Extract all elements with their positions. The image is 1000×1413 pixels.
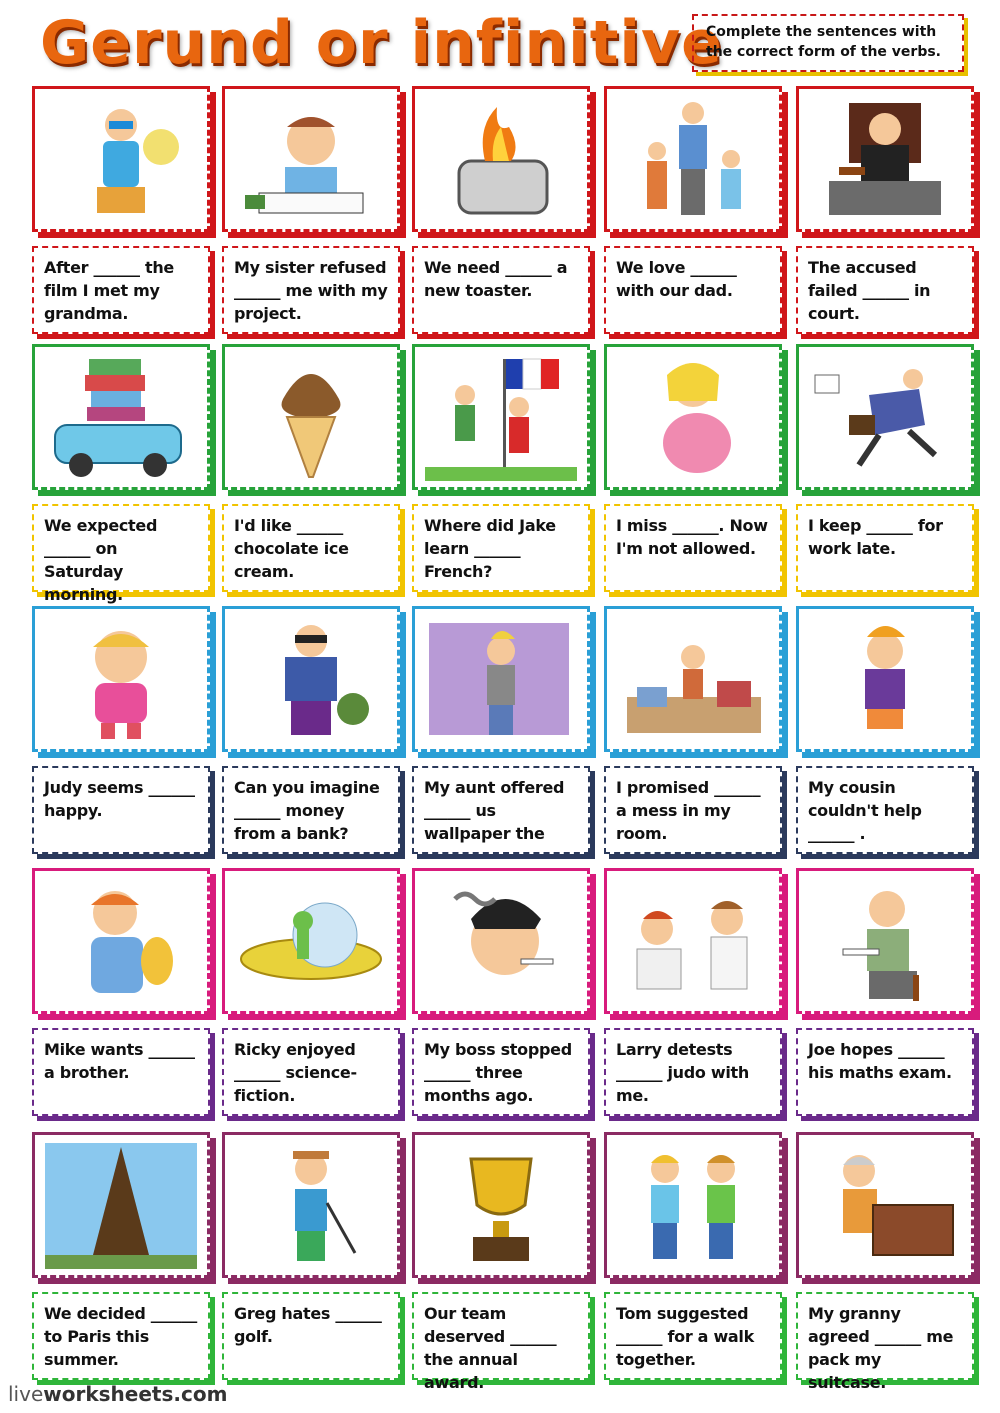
sentence-text: I'd like ______ chocolate ice cream. bbox=[222, 504, 400, 592]
illustration-frame bbox=[222, 868, 400, 1014]
illustration-frame bbox=[796, 868, 974, 1014]
running-late-man-icon bbox=[809, 355, 961, 481]
smoking-man-icon bbox=[425, 879, 577, 1005]
kids-walking-icon bbox=[617, 1143, 769, 1269]
illustration-frame bbox=[796, 86, 974, 232]
sentence-text: My cousin couldn't help ______ . bbox=[796, 766, 974, 854]
worksheet-title: Gerund or infinitive bbox=[40, 8, 723, 78]
instructions-box: Complete the sentences with the correct form of the verbs. bbox=[692, 14, 964, 72]
illustration-frame bbox=[412, 1132, 590, 1278]
sentence-text: Greg hates ______ golf. bbox=[222, 1292, 400, 1380]
sentence-text: Joe hopes ______ his maths exam. bbox=[796, 1028, 974, 1116]
sentence-text: I promised ______ a mess in my room. bbox=[604, 766, 782, 854]
burning-toaster-icon bbox=[425, 97, 577, 223]
chocolate-ice-cream-icon bbox=[235, 355, 387, 481]
sentence-text: My aunt offered ______ us wallpaper the bbox=[412, 766, 590, 854]
illustration-frame bbox=[32, 86, 210, 232]
sentence-text: We expected ______ on Saturday morning. bbox=[32, 504, 210, 592]
granny-packing-suitcase-icon bbox=[809, 1143, 961, 1269]
sentence-text: The accused failed ______ in court. bbox=[796, 246, 974, 334]
illustration-frame bbox=[796, 344, 974, 490]
boy-doing-homework-icon bbox=[235, 97, 387, 223]
happy-girl-icon bbox=[45, 617, 197, 743]
sentence-text: After ______ the film I met my grandma. bbox=[32, 246, 210, 334]
site-watermark bbox=[8, 1382, 227, 1406]
father-with-children-icon bbox=[617, 97, 769, 223]
eiffel-tower-icon bbox=[45, 1143, 197, 1269]
illustration-frame bbox=[222, 86, 400, 232]
sentence-text: My boss stopped ______ three months ago. bbox=[412, 1028, 590, 1116]
laughing-boy-icon bbox=[809, 617, 961, 743]
sentence-text: I miss ______. Now I'm not allowed. bbox=[604, 504, 782, 592]
moviegoer-3d-glasses-icon bbox=[45, 97, 197, 223]
sentence-text: Larry detests ______ judo with me. bbox=[604, 1028, 782, 1116]
illustration-frame bbox=[796, 606, 974, 752]
student-writing-icon bbox=[809, 879, 961, 1005]
illustration-frame bbox=[32, 606, 210, 752]
french-flag-couple-icon bbox=[425, 355, 577, 481]
illustration-frame bbox=[796, 1132, 974, 1278]
wallpapering-man-icon bbox=[425, 617, 577, 743]
sad-boy-icon bbox=[45, 879, 197, 1005]
illustration-frame bbox=[412, 606, 590, 752]
sentence-text: Ricky enjoyed ______ science-fiction. bbox=[222, 1028, 400, 1116]
sentence-text: Can you imagine ______ money from a bank? bbox=[222, 766, 400, 854]
illustration-frame bbox=[412, 868, 590, 1014]
illustration-frame bbox=[604, 344, 782, 490]
car-with-luggage-icon bbox=[45, 355, 197, 481]
messy-room-icon bbox=[617, 617, 769, 743]
illustration-frame bbox=[222, 606, 400, 752]
illustration-frame bbox=[604, 868, 782, 1014]
illustration-frame bbox=[222, 1132, 400, 1278]
sentence-text: Where did Jake learn ______ French? bbox=[412, 504, 590, 592]
sentence-text: We decided ______ to Paris this summer. bbox=[32, 1292, 210, 1380]
trophy-icon bbox=[425, 1143, 577, 1269]
sentence-text: My sister refused ______ me with my project. bbox=[222, 246, 400, 334]
sentence-text: We love ______ with our dad. bbox=[604, 246, 782, 334]
alien-in-ufo-icon bbox=[235, 879, 387, 1005]
illustration-frame bbox=[32, 868, 210, 1014]
robber-with-money-bag-icon bbox=[235, 617, 387, 743]
pregnant-woman-icon bbox=[617, 355, 769, 481]
illustration-frame bbox=[412, 86, 590, 232]
sentence-text: I keep ______ for work late. bbox=[796, 504, 974, 592]
sentence-text: Tom suggested ______ for a walk together. bbox=[604, 1292, 782, 1380]
golfer-icon bbox=[235, 1143, 387, 1269]
watermark-light: live bbox=[8, 1382, 44, 1406]
sentence-text: My granny agreed ______ me pack my suitcase. bbox=[796, 1292, 974, 1380]
judo-kids-icon bbox=[617, 879, 769, 1005]
illustration-frame bbox=[604, 86, 782, 232]
illustration-frame bbox=[222, 344, 400, 490]
sentence-text: Mike wants ______ a brother. bbox=[32, 1028, 210, 1116]
sentence-text: Our team deserved ______ the annual award. bbox=[412, 1292, 590, 1380]
sentence-text: Judy seems ______ happy. bbox=[32, 766, 210, 854]
watermark-bold: worksheets.com bbox=[43, 1382, 228, 1406]
illustration-frame bbox=[32, 344, 210, 490]
judge-with-gavel-icon bbox=[809, 97, 961, 223]
illustration-frame bbox=[604, 606, 782, 752]
illustration-frame bbox=[32, 1132, 210, 1278]
illustration-frame bbox=[412, 344, 590, 490]
illustration-frame bbox=[604, 1132, 782, 1278]
sentence-text: We need ______ a new toaster. bbox=[412, 246, 590, 334]
